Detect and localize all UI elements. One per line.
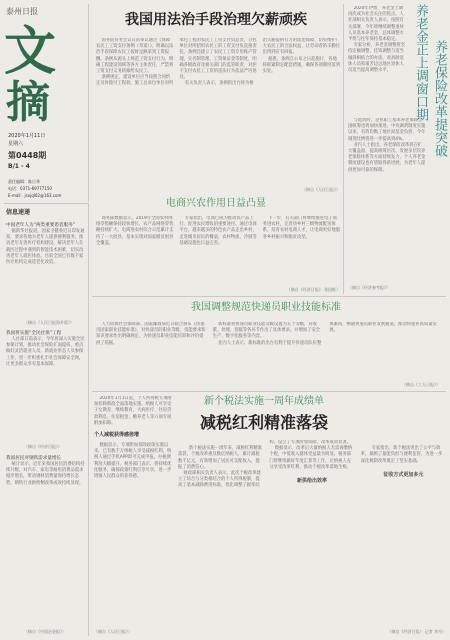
left-item-2-title: 我国将实施“全民社保”工程 bbox=[6, 331, 62, 336]
bottom-main-subheading-2: 征收方式更加多元 bbox=[383, 472, 424, 479]
right-column-text-2 bbox=[348, 118, 426, 282]
mid-story-2-byline: （摘自《工人日报》） bbox=[402, 382, 440, 387]
mid-story-1-text: 商务部数据显示，2019年全国农村网络零售额保持较快增长，农产品网络零售额持续扩大。电商进农村综合示范累计支持了一大批县，基本实现对国家级贫困县全覆盖。 专家指出，电商已成为推动农产品上行、促进农民增收的重要途径。通过电商平台，越来越多的特色农产品走出乡村，走进城市居民的餐桌，农村物流、冷链等基础设施也日益完善。 下一步，有关部门将继续推进电子商务进农村，完善县乡村三级物流配送体系，培育农村电商人才，让电商更好地服务乡村振兴和脱贫攻坚。 bbox=[96, 216, 340, 246]
masthead-pages: B/1 - 4 bbox=[8, 163, 30, 170]
top-story-text: 国务院常务会议日前审议通过《保障农民工工资支付条例（草案）》，明确以法治手段保障农民工按时足额拿到工资报酬。条例从源头上规范工资支付行为，明确工程建设领域等各方主体责任，严禁将工资支付义务转嫁给农民工。 条例规定，建设单位应当按照合同约定及时拨付工程款，施工总承包单位对所承包工程的农民工工资支付负总责，分包单位对所招用农民工的工资支付负直接责任。条例还建立了农民工工资专用账户管理、实名制管理、工资保证金等制度，明确各级政府及相关部门的监管职责，对拒不支付农民工工资的违法行为依法严厉惩处。 有关负责人表示，条例的出台将为根治欠薪提供有力的法治保障，切实维护广大农民工的合法权益，让劳动者的辛勤付出得到应有回报。 据悉，条例自公布之日起施行，各地将抓紧制定配套措施，确保各项制度落到实处。 bbox=[96, 38, 340, 87]
left-item-3-text: 统计显示，近年来我国居民消费结构持续升级，对汽车、家电等耐用消费品需求稳步增长，带动钢材消费量保持增长态势，钢铁行业供给侧改革成效持续显现。 bbox=[6, 462, 85, 486]
left-item-1-title: 中国老年人为“两类重要患者服务” bbox=[6, 223, 76, 228]
masthead-section-char-wen: 文 bbox=[4, 24, 57, 80]
right-column-text-1 bbox=[348, 6, 406, 114]
bottom-main-kicker: 新个税法实施一周年成绩单 bbox=[204, 396, 324, 407]
masthead-date: 2020年1月11日 bbox=[8, 133, 46, 139]
bottom-main-subheading-1: 新供给出效率 bbox=[296, 478, 327, 485]
bottom-main-title: 减税红利精准落袋 bbox=[199, 413, 328, 432]
mid-story-1-body bbox=[96, 216, 340, 286]
rule-above-bottom bbox=[92, 391, 446, 392]
bottom-main-byline: （摘自《经济日报》 记者 李丹） bbox=[387, 629, 446, 634]
rule-masthead-right bbox=[88, 4, 89, 202]
left-item-3-title: 我国居民对钢铁需求量增长 bbox=[6, 456, 62, 461]
rule-left-column-right bbox=[88, 203, 89, 636]
bottom-main-text: 新个税法实施一周年来，减税红利精准落袋，个税改革惠及数亿纳税人，累计减税数千亿元，有效增加了居民可支配收入，提振了消费信心。 财政部相关负责人表示，此次个税改革建立了综合与分类相结合的个人所得税制，提高了基本减除费用标准，优化调整了税率结构，设立了专项附加扣除，改革成效显著。 数据显示，改革后大量纳税人无需再缴纳个税，中低收入群体受益最为明显。税务部门将继续做好年度汇算等工作，让纳税人充分享受改革红利，推动个税改革落地生根。 bbox=[178, 440, 353, 489]
top-story-title: 我国用法治手段治理欠薪顽疾 bbox=[125, 12, 307, 28]
masthead-section-char-zhai: 摘 bbox=[6, 78, 50, 128]
left-item-1-text: 据新华社报道，国家卫健委近日印发通知，要求各地为老年人提供便利服务，推动老年友善医疗机构建设，解决老年人在就医过程中遇到的智能技术困难，切实改善老年人就医体验。目前全国已有数千家医疗机构完成适老化改造。 bbox=[6, 229, 85, 266]
mid-story-1-byline: （摘自《经济日报》 张国栋） bbox=[286, 287, 340, 292]
masthead-editor-line: 责任编辑：陈日华 bbox=[8, 179, 40, 184]
masthead-weekday: 星期六 bbox=[8, 141, 24, 147]
bottom-main-text-columns bbox=[178, 440, 446, 492]
bottom-left-text-1: 2020年1月1日起，个人所得税专项附加扣除新政全面落地实施，纳税人可享受子女教育、继续教育、大病医疗、住房贷款利息、住房租金、赡养老人等六项专项附加扣除。 bbox=[94, 396, 172, 426]
bottom-left-text-2: 数据显示，专项附加扣除政策实施以来，已有数千万纳税人享受减税红利，纳税人通过手机APP即可完成申报，办税便利度大幅提升。税务部门表示，将持续优化服务，确保政策红利应享尽享，进一步增强人民群众的获得感。 bbox=[94, 443, 172, 480]
left-item-3-source: （摘自《中国冶金报》） bbox=[24, 629, 66, 634]
left-item-2-text: 人社部日前表示，今年将深入实施全民参保计划，推动社会保险扩面提质，重点做好灵活就业人员、新就业形态人员参保工作，进一步织密扎牢社会保障安全网，让更多群众享有基本保障。 bbox=[6, 337, 85, 367]
mid-story-2-title: 我国调整规范快递员职业技能标准 bbox=[191, 302, 341, 313]
bottom-left-byline: （摘自《人民日报》） bbox=[94, 629, 132, 634]
masthead-phone-line: 电话：0371-69777150 bbox=[8, 186, 52, 191]
bottom-left-story bbox=[94, 396, 174, 628]
left-item-1-source: （摘自《人民日报海外版》） bbox=[24, 320, 74, 325]
left-column-item-2 bbox=[6, 330, 86, 442]
right-headline-2: 养老保险改革提突破 bbox=[432, 40, 447, 157]
masthead-email-line: E-mail：jsxjql02@163.com bbox=[8, 193, 62, 198]
mid-story-2-text: 人力资源社会保障部、国家邮政局近日联合颁布《快递员国家职业技能标准》，对快递员的职业等级、技能要求和知识要求作出明确规定，为快递员职业技能培训和评价提供了依据。 新标准将快递员职业技能等级设置为五个等级，对收派、处理、客服等各环节作出了具体要求，并增加了安全生产、数字化服务等内容。 业内人士表示，新标准的出台有利于提升快递员队伍整体素质，畅通快递员职业发展通道，推动快递业高质量发展。 bbox=[96, 322, 437, 346]
bottom-main-body bbox=[178, 440, 446, 626]
mid-story-1-title: 电商兴农作用日益凸显 bbox=[166, 198, 266, 209]
rule-below-masthead bbox=[4, 203, 88, 204]
rule-above-mid-story-2 bbox=[92, 296, 446, 297]
left-column-heading: 信息速递 bbox=[6, 209, 31, 216]
top-story-body bbox=[96, 38, 340, 184]
top-story-byline: （摘自《人民日报》） bbox=[302, 187, 340, 192]
left-item-2-source: （摘自《经济日报》） bbox=[24, 444, 62, 449]
left-column-item-1 bbox=[6, 222, 86, 318]
masthead-issue-number: 第0448期 bbox=[8, 151, 47, 160]
bottom-left-heading: 个人减税获得感倍增 bbox=[94, 432, 140, 439]
masthead-paper-name: 泰州日报 bbox=[6, 7, 38, 16]
right-headline-1: 养老金正上调窗口期 bbox=[413, 4, 428, 121]
rule-top-story-right bbox=[343, 4, 344, 294]
mid-story-2-body bbox=[96, 322, 440, 380]
right-column-text-2-content: 与此同时，企业职工基本养老保险全国统筹也将加快推进。中央调剂制度实施以来，有效均衡了地区间基金负担，今年调剂比例将进一步提高到4%。 业内人士指出，养老保险改革将在扩大覆盖面、提高统筹层次、发展多层次养老保险体系等方面持续发力，个人养老金制度建设也有望取得新进展，为老年人提供更加可靠的保障。 bbox=[348, 118, 426, 173]
left-column-item-3 bbox=[6, 455, 86, 627]
right-column-byline: （摘自《经济参考报》） bbox=[348, 285, 390, 290]
right-column-text-1-content: 2020年伊始，养老金上调再次成为社会关注的焦点。人社部相关负责人表示，按照有关部署，今年将继续调整退休人员基本养老金，总体调整水平将与往年保持基本稳定。 专家分析，养老金调整将坚持定额调整、挂钩调整与适当倾斜相结合的办法，对高龄退休人员和艰苦边远地区退休人员适当提高调整水平。 bbox=[348, 6, 406, 74]
bottom-main-text-2: 专家指出，新个税法突出了公平与效率，兼顾了量能负担与便利征管，为进一步深化税制改革奠定了坚实基础。 bbox=[360, 446, 443, 464]
